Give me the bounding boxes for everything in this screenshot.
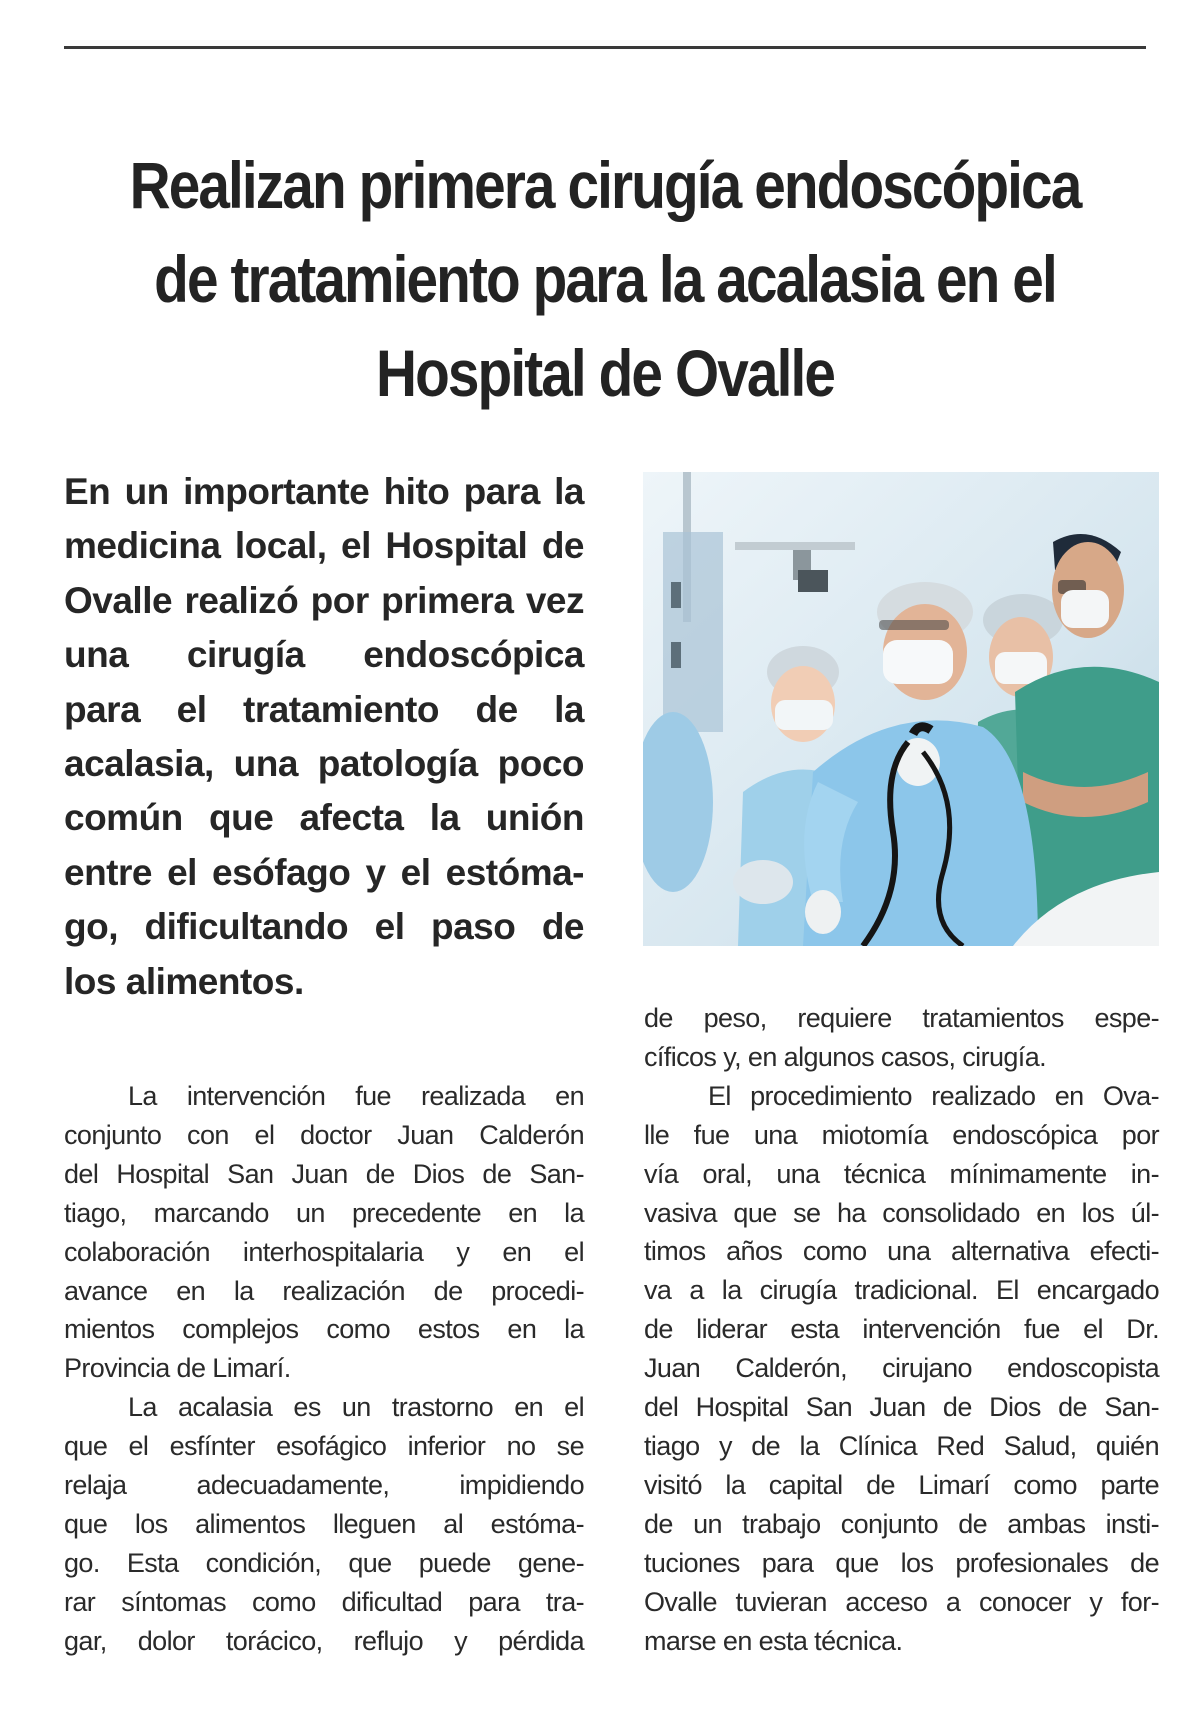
body-line: vía oral, una técnica mínimamente in- [644,1158,1159,1189]
body-line: del Hospital San Juan de Dios de San- [644,1392,1159,1423]
body-line: lle fue una miotomía endoscópica por [644,1119,1159,1150]
headline [128,138,1083,420]
body-line: colaboración interhospitalaria y en el [64,1236,584,1267]
lead-line: En un importante hito para la [64,471,584,512]
body-line: La acalasia es un trastorno en el [128,1392,584,1423]
surgery-photo [643,472,1159,946]
body-column-1 [64,1077,584,1661]
lead-line: go, dificultando el paso de [64,906,584,948]
body-line: relaja adecuadamente, impidiendo [64,1470,584,1501]
body-line: timos años como una alternativa efecti- [644,1236,1159,1267]
body-line: Provincia de Limarí. [64,1353,291,1384]
top-rule [64,46,1146,49]
body-line: avance en la realización de procedi- [64,1275,584,1306]
headline-line: Realizan primera cirugía endoscópica [129,148,1081,222]
body-line: tiago y de la Clínica Red Salud, quién [644,1430,1159,1461]
lead-line: común que afecta la unión [64,797,584,839]
body-line: que el esfínter esofágico inferior no se [64,1431,584,1462]
body-line: del Hospital San Juan de Dios de San- [64,1158,584,1189]
body-line: mientos complejos como estos en la [64,1314,584,1345]
body-line: que los alimentos lleguen al estóma- [64,1508,584,1539]
headline-line: de tratamiento para la acalasia en el [154,242,1056,316]
body-line: tuciones para que los profesionales de [644,1547,1159,1578]
body-line: El procedimiento realizado en Ova- [708,1080,1159,1111]
body-line: va a la cirugía tradicional. El encargado [644,1275,1159,1306]
lead-line: para el tratamiento de la [64,688,584,730]
lead-line: medicina local, el Hospital de [64,525,584,567]
body-line: rar síntomas como dificultad para tra- [64,1586,584,1617]
body-line: conjunto con el doctor Juan Calderón [64,1119,584,1150]
body-line: de liderar esta intervención fue el Dr. [644,1314,1159,1345]
body-line: cíficos y, en algunos casos, cirugía. [644,1041,1047,1072]
body-line: gar, dolor torácico, reflujo y pérdida [64,1625,584,1656]
body-line: Ovalle tuvieran acceso a conocer y for- [644,1586,1159,1617]
lead-paragraph [64,465,584,1009]
body-line: Juan Calderón, cirujano endoscopista [644,1353,1159,1384]
body-line: tiago, marcando un precedente en la [64,1197,584,1228]
lead-line: entre el esófago y el estóma- [64,851,584,893]
body-line: La intervención fue realizada en [128,1081,584,1111]
body-column-2 [644,999,1159,1660]
lead-line: los alimentos. [64,960,304,1002]
body-line: go. Esta condición, que puede gene- [64,1547,584,1578]
lead-line: una cirugía endoscópica [64,634,584,676]
lead-line: acalasia, una patología poco [64,743,584,785]
body-line: visitó la capital de Limarí como parte [644,1469,1159,1500]
headline-line: Hospital de Ovalle [375,336,835,410]
body-line: marse en esta técnica. [644,1625,903,1656]
body-line: de peso, requiere tratamientos espe- [644,1003,1159,1033]
body-line: de un trabajo conjunto de ambas insti- [644,1508,1159,1539]
lead-line: Ovalle realizó por primera vez [64,579,584,621]
body-line: vasiva que se ha consolidado en los úl- [644,1197,1159,1228]
